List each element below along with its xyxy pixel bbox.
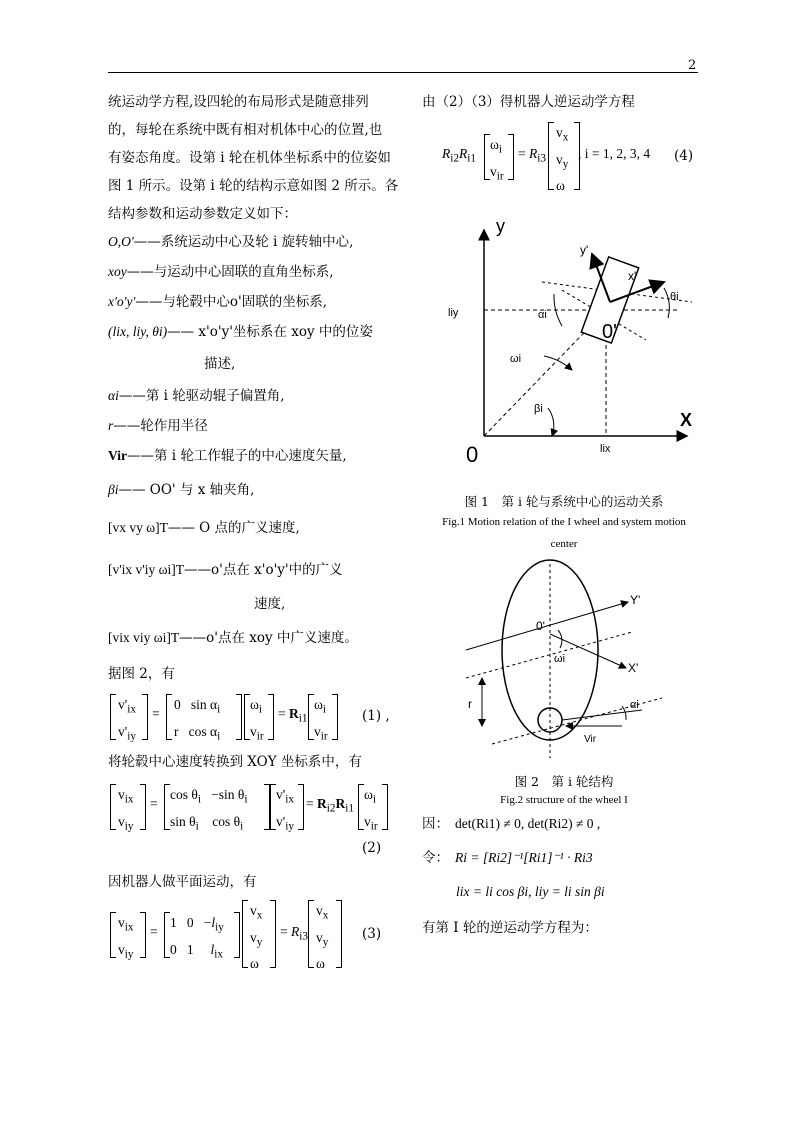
- figure-1: [442, 210, 712, 470]
- para-line: 因机器人做平面运动，有: [108, 874, 257, 890]
- para-line: 由（2）（3）得机器人逆运动学方程: [422, 94, 635, 110]
- def-line: βi—— OO' 与 x 轴夹角,: [108, 482, 255, 498]
- figure-2: [462, 558, 702, 774]
- let-line: 令： Ri = [Ri2]⁻¹[Ri1]⁻¹ · Ri3: [422, 850, 593, 866]
- fig1-caption-en2: center: [550, 538, 578, 550]
- fig1-theta: θi: [670, 291, 679, 303]
- page-number: 2: [688, 58, 697, 73]
- para-line: 将轮毂中心速度转换到 XOY 坐标系中，有: [108, 754, 362, 770]
- header-rule: [108, 72, 698, 73]
- def-line: [v'ix v'iy ωi]T——o'点在 x'o'y'中的广义: [108, 562, 343, 578]
- def-line: xoy——与运动中心固联的直角坐标系,: [108, 264, 334, 280]
- fig1-lix: lix: [600, 443, 611, 455]
- fig1-liy: liy: [448, 307, 459, 319]
- def-line: (lix, liy, θi)—— x'o'y'坐标系在 xoy 中的位姿: [108, 324, 373, 340]
- fig1-caption-en: Fig.1 Motion relation of the I wheel and system motion: [442, 516, 686, 528]
- def-line: Vir——第 i 轮工作辊子的中心速度矢量,: [108, 448, 347, 464]
- def-line: [vix viy ωi]T——o'点在 xoy 中广义速度。: [108, 630, 358, 646]
- fig1-y-label: y: [496, 216, 505, 236]
- fig1-caption-cn: 图 1 第 i 轮与系统中心的运动关系: [464, 494, 664, 509]
- fig2-caption-en: Fig.2 structure of the wheel I: [500, 794, 628, 806]
- def-line: αi——第 i 轮驱动辊子偏置角,: [108, 388, 285, 404]
- fig1-origin-label: 0: [466, 442, 479, 467]
- because-line: 因： det(Ri1) ≠ 0, det(Ri2) ≠ 0 ,: [422, 816, 601, 832]
- para-line: 有第 I 轮的逆运动学方程为：: [422, 920, 598, 936]
- equation-2: $v_{ix}$ $v_{iy}$ = $\cos \theta_i -\sin$ $\theta_i$ $\sin \theta_i$ $\cos \theta_i$ $v'_{ix}$ $v'_{iy}$ = $R_{i2}R_{i1}$ $\omega_i$ $v_{ir}$ (2): [108, 782, 404, 832]
- fig2-caption-cn: 图 2 第 i 轮结构: [514, 774, 614, 789]
- def-line: 描述,: [204, 356, 236, 372]
- fig2-oprime: 0': [536, 619, 545, 633]
- para-line: 图 1 所示。设第 i 轮的结构示意如图 2 所示。各: [108, 178, 399, 194]
- para-line: 的，每轮在系统中既有相对机体中心的位置,也: [108, 122, 383, 138]
- fig1-omega: ωi: [510, 353, 522, 365]
- def-line: x'o'y'——与轮毂中心o'固联的坐标系,: [108, 294, 328, 310]
- fig1-alpha: αi: [538, 309, 547, 321]
- fig2-r: r: [468, 697, 472, 711]
- equation-3: $v_{ix}$ $v_{iy}$ = 1 $0 -l_{iy}$ 0 1 $l_{ix}$ $v_x$ $v_y$ ω = $R_{i3}$ $v_x$ $v_y$ ω (3): [108, 900, 404, 972]
- def-line: r——轮作用半径: [108, 418, 208, 434]
- fig2-Yprime: Y': [630, 593, 641, 607]
- fig2-omega: ωi: [554, 653, 566, 665]
- def-line: [vx vy ω]T—— O 点的广义速度,: [108, 520, 300, 536]
- para-line: 结构参数和运动参数定义如下：: [108, 206, 297, 222]
- para-line: 有姿态角度。设第 i 轮在机体坐标系中的位姿如: [108, 150, 391, 166]
- fig1-oprime: 0': [602, 321, 617, 343]
- def-line: O,O'——系统运动中心及轮 i 旋转轴中心,: [108, 234, 354, 250]
- equation-4: $R_{i2}R_{i1}$ $\omega_i$ $v_{ir}$ = $R_{i3}$ $v_x$ $v_y$ ω , i = 1, 2, 3, 4 (4): [422, 122, 712, 194]
- lix-line: lix = li cos βi, liy = li sin βi: [456, 884, 605, 899]
- def-line: 速度,: [254, 596, 286, 612]
- fig2-vir: Vir: [584, 734, 597, 745]
- para-line: 统运动学方程,设四轮的布局形式是随意排列: [108, 94, 369, 110]
- equation-1: $v'_{ix}$ $v'_{iy}$ = 0 $\sin \alpha_i$ r $\cos \alpha_i$ $\omega_i$ $v_{ir}$ = $R_{i1}$ $\omega_i$ $v_{ir}$ (1) ,: [108, 692, 404, 742]
- fig1-x-label: X: [680, 410, 693, 430]
- fig1-yprime: y': [580, 243, 589, 257]
- fig1-beta: βi: [534, 403, 543, 415]
- para-line: 据图 2，有: [108, 666, 175, 682]
- fig1-xprime: x': [628, 269, 637, 283]
- fig2-alpha: αi: [630, 699, 639, 711]
- fig2-Xprime: X': [628, 661, 639, 675]
